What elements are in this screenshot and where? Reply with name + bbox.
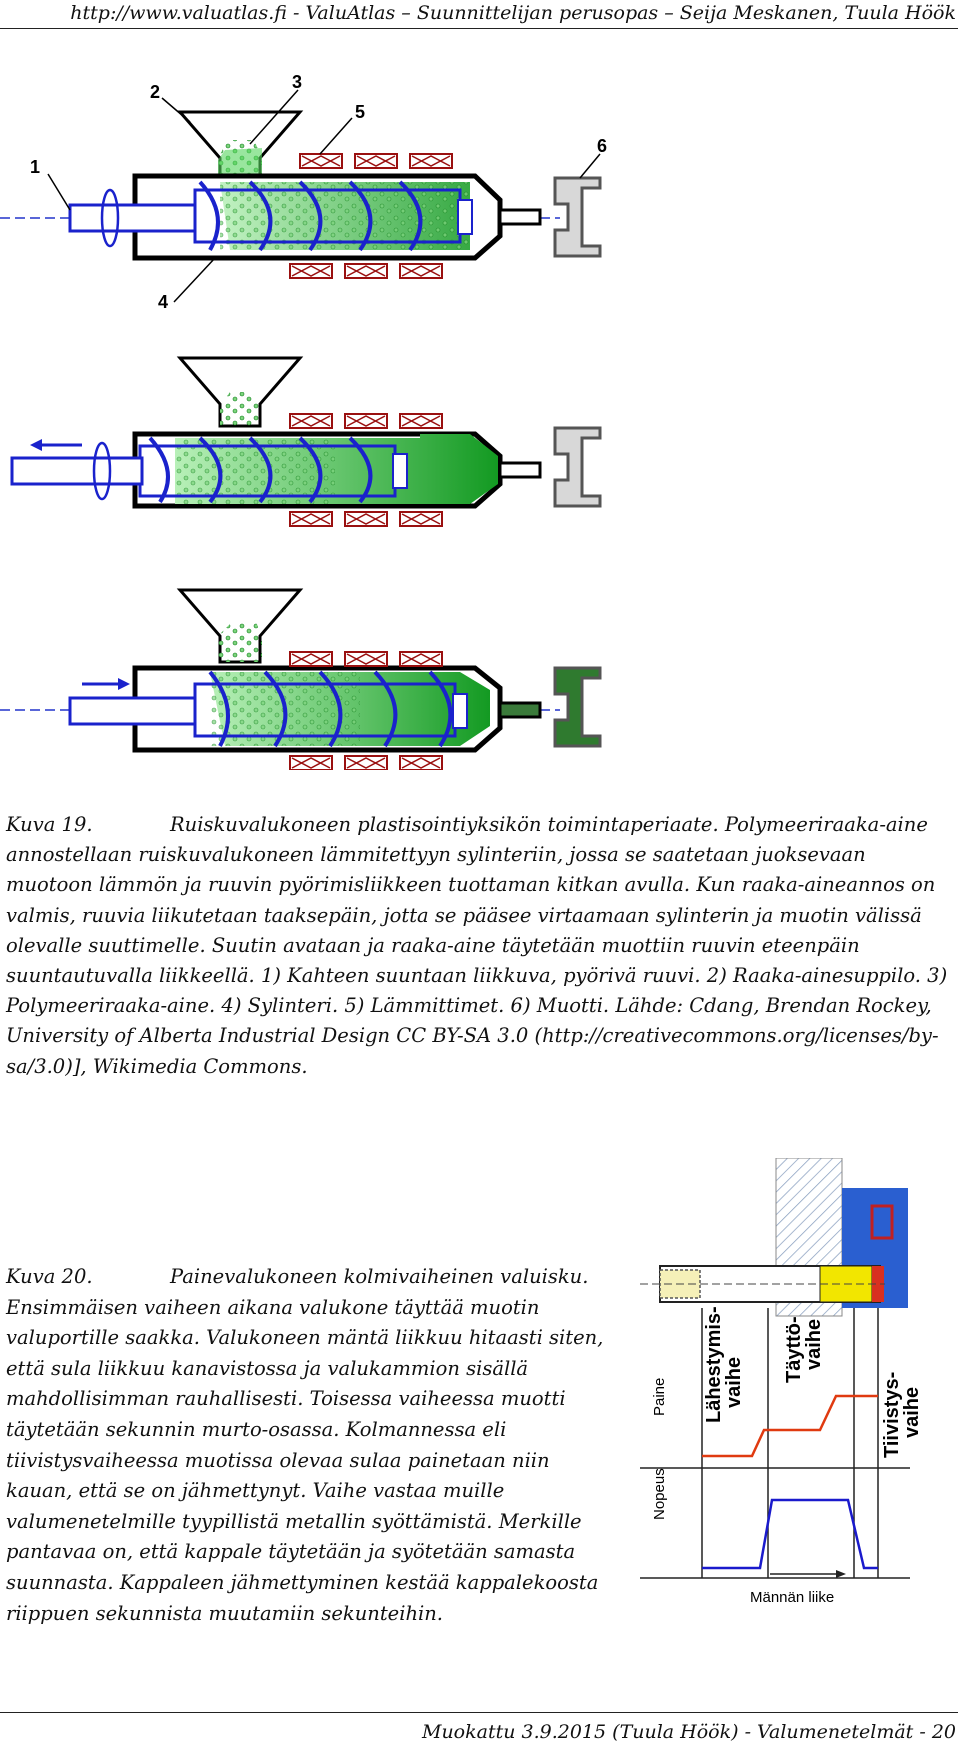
stage-1-diagram bbox=[0, 72, 607, 312]
footer-text: Muokattu 3.9.2015 (Tuula Höök) - Valumenetelmät - 20 bbox=[421, 1721, 956, 1743]
figure-20-caption bbox=[6, 1262, 606, 1629]
phase-3-label-line1: Tiivistys- bbox=[881, 1371, 903, 1458]
figure-19-caption-text: Ruiskuvalukoneen plastisointiyksikön toimintaperiaate. Polymeeriraaka-aine annostellaan ruiskuvalukoneen lämmitettyyn sylinteriin, jossa se saatetaan juoksevaan muotoon lämmön ja ruuvin pyörimisliikkeen tuottaman kitkan avulla. Kun raaka-aineannos on valmis, ruuvia liikutetaan taaksepäin, jotta se pääsee virtaamaan sylinterin ja muotin välissä olevalle suuttimelle. Suutin avataan ja raaka-aine täytetään muottiin ruuvin eteenpäin suuntautuvalla liikkeellä. 1) Kahteen suuntaan liikkuva, pyörivä ruuvi. 2) Raaka-ainesuppilo. 3) Polymeeriraaka-aine. 4) Sylinteri. 5) Lämmittimet. 6) Muotti. Lähde: Cdang, Brendan Rockey, University of Alberta Industrial Design CC BY-SA 3.0 (http://creativecommons.org/licenses/by-sa/3.0)], Wikimedia Commons. bbox=[6, 813, 948, 1078]
label-5: 5 bbox=[355, 102, 366, 122]
label-3: 3 bbox=[292, 72, 303, 92]
plasticizing-unit-figure bbox=[0, 70, 620, 770]
label-6: 6 bbox=[597, 136, 608, 156]
label-1: 1 bbox=[30, 157, 41, 177]
label-2: 2 bbox=[150, 82, 161, 102]
stage-2-diagram bbox=[12, 358, 600, 526]
phase-1-label-line2: vaihe bbox=[723, 1356, 745, 1408]
phase-2-label-line1: Täyttö- bbox=[783, 1316, 805, 1383]
page-header bbox=[0, 0, 958, 29]
phase-3-label-line2: vaihe bbox=[901, 1386, 923, 1438]
phase-1-label-line1: Lähestymis- bbox=[703, 1306, 725, 1423]
die-casting-shot-figure bbox=[640, 1158, 930, 1608]
y-axis-label-velocity: Nopeus bbox=[651, 1468, 668, 1520]
stage-3-diagram bbox=[0, 590, 600, 770]
figure-19-caption bbox=[6, 810, 954, 1082]
y-axis-label-pressure: Paine bbox=[651, 1377, 668, 1416]
page-footer bbox=[0, 1712, 958, 1743]
figure-19-label: Kuva 19. bbox=[6, 813, 93, 836]
figure-20-label: Kuva 20. bbox=[6, 1265, 93, 1288]
label-4: 4 bbox=[158, 292, 169, 312]
figure-20-caption-text: Painevalukoneen kolmivaiheinen valuisku. Ensimmäisen vaiheen aikana valukone täyttää muotin valuportille saakka. Valukoneen mäntä liikkuu hitaasti siten, että sula liikkuu kanavistossa ja valukammion sisällä mahdollisimman rauhallisesti. Toisessa vaiheessa muotti täytetään sekunnin murto-osassa. Kolmannessa eli tiivistysvaiheessa muotissa olevaa sulaa painetaan niin kauan, että se on jähmettynyt. Vaihe vastaa muille valumenetelmille tyypillistä metallin syöttämistä. Merkille pantavaa on, että kappale täytetään ja syötetään samasta suunnasta. Kappaleen jähmettyminen kestää kappalekoosta riippuen sekunnista muutamiin sekunteihin. bbox=[6, 1265, 604, 1625]
phase-2-label-line2: vaihe bbox=[803, 1318, 825, 1370]
x-axis-label: Männän liike bbox=[750, 1589, 835, 1606]
header-text: http://www.valuatlas.fi - ValuAtlas – Suunnittelijan perusopas – Seija Meskanen, Tuula Höök bbox=[70, 2, 956, 24]
